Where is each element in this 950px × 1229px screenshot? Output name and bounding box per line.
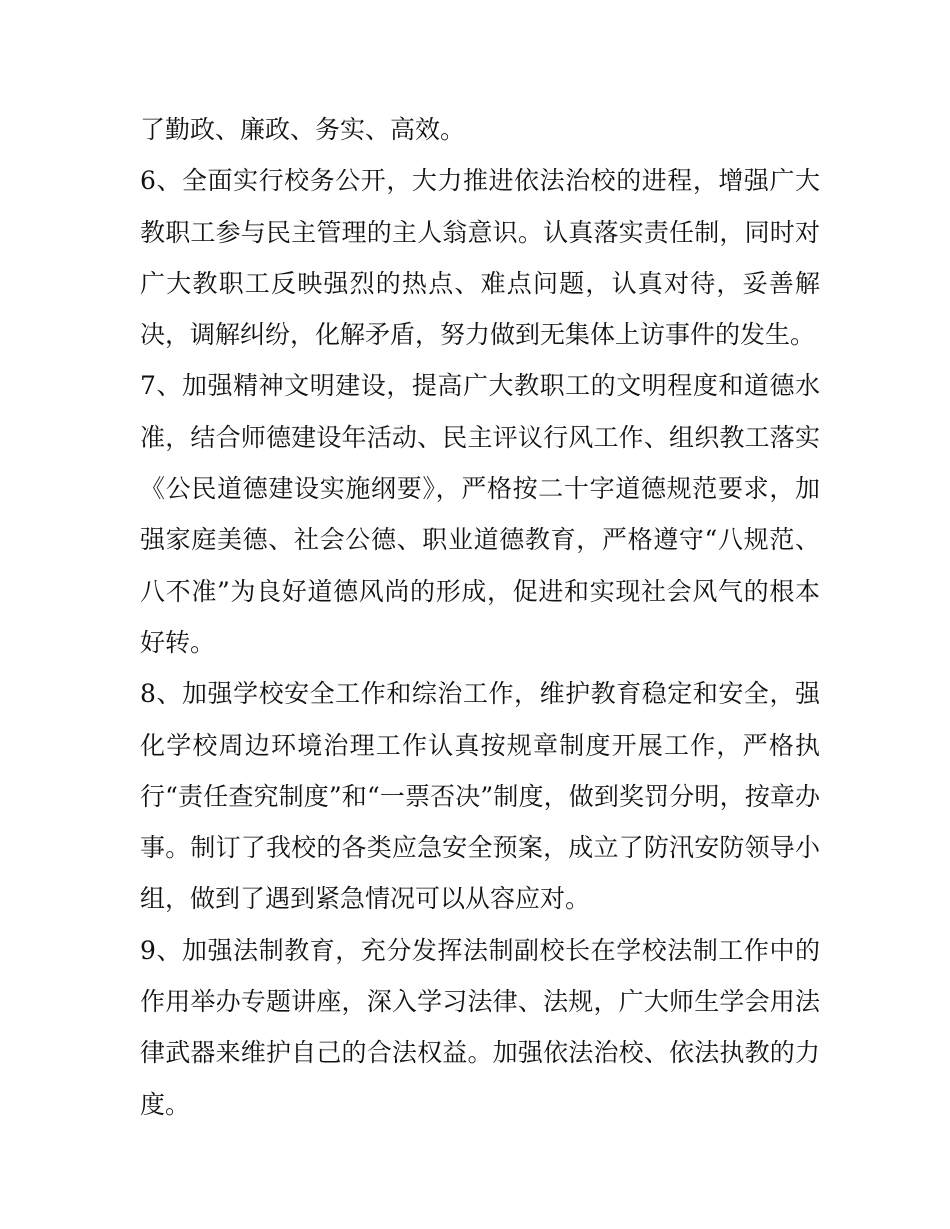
paragraph-line: 作用举办专题讲座，深入学习法律、法规，广大师生学会用法: [140, 987, 820, 1017]
paragraph-line: 7、加强精神文明建设，提高广大教职工的文明程度和道德水: [140, 371, 820, 401]
paragraph-line: 教职工参与民主管理的主人翁意识。认真落实责任制，同时对: [140, 217, 820, 247]
paragraph-line: 广大教职工反映强烈的热点、难点问题，认真对待，妥善解: [140, 268, 820, 298]
paragraph-line: 了勤政、廉政、务实、高效。: [140, 115, 466, 144]
paragraph-line: 行“责任查究制度”和“一票否决”制度，做到奖罚分明，按章办: [140, 781, 820, 811]
paragraph-line: 律武器来维护自己的合法权益。加强依法治校、依法执教的力: [140, 1038, 820, 1068]
paragraph-line: 《公民道德建设实施纲要》，严格按二十字道德规范要求，加: [140, 474, 820, 504]
paragraph-line: 组，做到了遇到紧急情况可以从容应对。: [140, 884, 591, 914]
paragraph-line: 八不准”为良好道德风尚的形成，促进和实现社会风气的根本: [140, 576, 820, 606]
paragraph-line: 9、加强法制教育，充分发挥法制副校长在学校法制工作中的: [140, 935, 820, 965]
paragraph-line: 准，结合师德建设年活动、民主评议行风工作、组织教工落实: [140, 422, 820, 452]
paragraph-line: 事。制订了我校的各类应急安全预案，成立了防汛安防领导小: [140, 833, 820, 863]
body-text: [140, 104, 820, 1130]
paragraph-line: 化学校周边环境治理工作认真按规章制度开展工作，严格执: [140, 730, 820, 760]
paragraph-line: 度。: [140, 1089, 191, 1119]
paragraph-line: 6、全面实行校务公开，大力推进依法治校的进程，增强广大: [140, 166, 820, 196]
paragraph-line: 8、加强学校安全工作和综治工作，维护教育稳定和安全，强: [140, 679, 820, 709]
paragraph-line: 强家庭美德、社会公德、职业道德教育，严格遵守“八规范、: [140, 525, 820, 555]
paragraph-line: 决，调解纠纷，化解矛盾，努力做到无集体上访事件的发生。: [140, 320, 816, 350]
paragraph-line: 好转。: [140, 627, 216, 657]
